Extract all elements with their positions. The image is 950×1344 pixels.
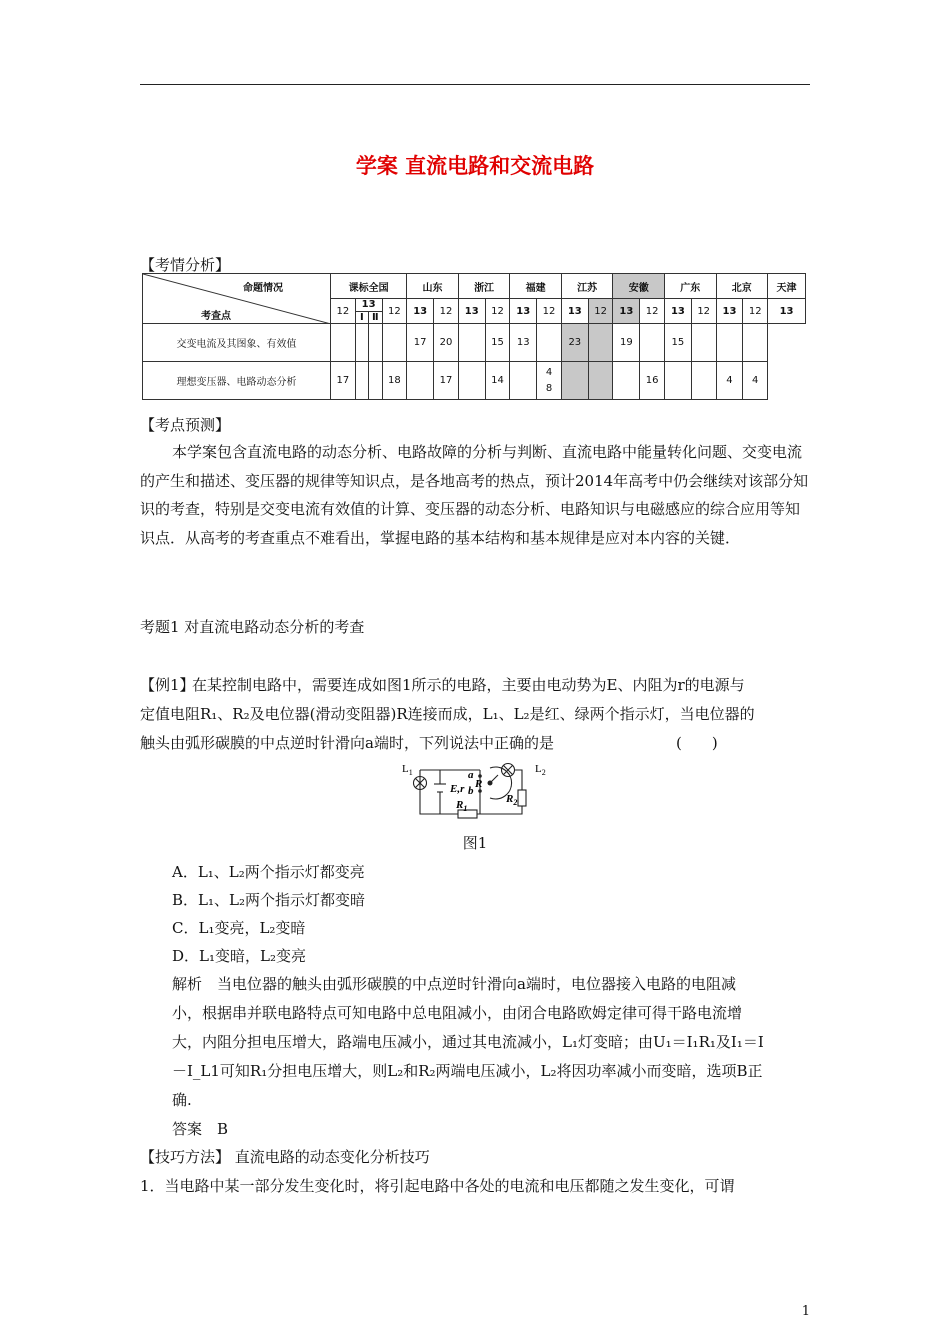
prediction-text: 本学案包含直流电路的动态分析、电路故障的分析与判断、直流电路中能量转化问题、交变电流的产生和描述、变压器的规律等知识点，是各地高考的热点，预计2014年高考中仍会继续对该部分知识的考查，特别是交变电流有效值的计算、变压器的动态分析、电路知识与电磁感应的综合应用等知识点．从高考的考查重点不难看出，掌握电路的基本结构和基本规律是应对本内容的关键．: [140, 443, 809, 547]
table-cell: [640, 324, 665, 362]
diagonal-line: [143, 274, 331, 324]
table-cell: 17: [331, 362, 356, 400]
label-R1: $R_1$: [456, 799, 468, 813]
answer-bracket: ( ): [676, 734, 718, 752]
region-header: 浙江: [458, 274, 510, 299]
region-header: 福建: [510, 274, 562, 299]
table-cell: [588, 362, 613, 400]
table-cell: 19: [613, 324, 640, 362]
option-c: C．L₁变亮，L₂变暗: [172, 919, 306, 937]
table-cell: [743, 324, 768, 362]
page-title: 学案 直流电路和交流电路: [355, 153, 595, 178]
technique-item1: 1．当电路中某一部分发生变化时，将引起电路中各处的电流和电压都随之发生变化，可谓: [140, 1177, 735, 1195]
year-cell: 12: [485, 299, 510, 324]
table-cell: [561, 362, 588, 400]
example-line1: 在某控制电路中，需要连成如图1所示的电路，主要由电动势为E、内阻为r的电源与: [192, 676, 745, 694]
region-header: 北京: [716, 274, 768, 299]
table-cell: 20: [434, 324, 459, 362]
year-13-label: 13: [356, 299, 382, 312]
table-cell: 18: [382, 362, 407, 400]
table-cell: [691, 324, 716, 362]
region-header: 天津: [768, 274, 806, 299]
year-cell: 12: [691, 299, 716, 324]
analysis-line: 解析 当电位器的触头由弧形碳膜的中点逆时针滑向a端时，电位器接入电路的电阻减: [172, 975, 736, 993]
circuit-figure: [398, 758, 558, 820]
analysis-heading: 【考情分析】: [140, 256, 231, 274]
year-cell: 13: [613, 299, 640, 324]
year-cell: 12: [382, 299, 407, 324]
js-cell-bottom: 8: [545, 382, 553, 394]
diagonal-header-cell: [143, 274, 331, 324]
year-cell: 13: [407, 299, 434, 324]
region-header: 课标全国: [331, 274, 407, 299]
table-cell: 14: [485, 362, 510, 400]
table-cell: [537, 324, 562, 362]
row-label: 交变电流及其图象、有效值: [143, 324, 331, 362]
table-cell: [382, 324, 407, 362]
topic1-heading: 考题1 对直流电路动态分析的考查: [140, 618, 365, 636]
table-cell: [691, 362, 716, 400]
year-cell: 12: [537, 299, 562, 324]
region-header: 安徽: [613, 274, 665, 299]
table-cell: [355, 324, 368, 362]
year-cell: 13: [561, 299, 588, 324]
table-cell: [664, 362, 691, 400]
region-header: 山东: [407, 274, 459, 299]
table-cell: 17: [434, 362, 459, 400]
table-cell: [510, 362, 537, 400]
table-cell: 4: [743, 362, 768, 400]
row-label: 理想变压器、电路动态分析: [143, 362, 331, 400]
table-cell: [407, 362, 434, 400]
roman-1: Ⅰ: [356, 312, 369, 323]
table-cell: 13: [510, 324, 537, 362]
table-cell: [613, 362, 640, 400]
year-cell: 13: [510, 299, 537, 324]
table-cell: [458, 362, 485, 400]
table-cell: [369, 362, 382, 400]
year-cell: 13: [458, 299, 485, 324]
example-label: 【例1】: [140, 676, 195, 694]
table-cell: [355, 362, 368, 400]
region-header: 广东: [664, 274, 716, 299]
label-b: b: [468, 785, 474, 797]
region-header: 江苏: [561, 274, 613, 299]
table-cell: [716, 324, 743, 362]
example-line2: 定值电阻R₁、R₂及电位器(滑动变阻器)R连接而成，L₁、L₂是红、绿两个指示灯，当电位器的: [140, 705, 755, 723]
year-cell: [355, 299, 382, 324]
table-cell: 23: [561, 324, 588, 362]
table-cell: [331, 324, 356, 362]
year-cell: 13: [664, 299, 691, 324]
prediction-heading: 【考点预测】: [140, 416, 231, 434]
answer-line: 答案 B: [172, 1120, 229, 1138]
table-cell: [458, 324, 485, 362]
table-cell: 15: [664, 324, 691, 362]
year-cell: 13: [716, 299, 743, 324]
year-cell: 12: [331, 299, 356, 324]
figure-caption: 图1: [462, 834, 488, 852]
roman-2: Ⅱ: [372, 312, 379, 323]
option-d: D．L₁变暗，L₂变亮: [172, 947, 306, 965]
analysis-line: 确.: [172, 1091, 192, 1109]
table-cell: 17: [407, 324, 434, 362]
js-cell-top: 4: [545, 366, 553, 378]
exam-table: [142, 273, 806, 400]
diag-top-label: 命题情况: [243, 283, 283, 294]
label-L2: $L_2$: [535, 763, 546, 777]
year-cell: 12: [588, 299, 613, 324]
diag-bottom-label: 考查点: [201, 311, 231, 322]
option-a: A．L₁、L₂两个指示灯都变亮: [172, 863, 365, 881]
table-cell: 4: [716, 362, 743, 400]
year-cell: 13: [768, 299, 806, 324]
label-L1: $L_1$: [402, 763, 413, 777]
label-a: a: [468, 769, 474, 781]
technique-heading: 【技巧方法】 直流电路的动态变化分析技巧: [140, 1148, 430, 1166]
analysis-line: －I_L1可知R₁分担电压增大，则L₂和R₂两端电压减小，L₂将因功率减小而变暗，选项B正: [172, 1062, 763, 1080]
year-cell: 12: [640, 299, 665, 324]
analysis-line: 大，内阻分担电压增大，路端电压减小，通过其电流减小，L₁灯变暗；由U₁＝I₁R₁及I₁＝I: [172, 1033, 764, 1051]
label-Er: E,r: [450, 783, 465, 795]
label-R2: $R_2$: [506, 793, 518, 807]
page-number: 1: [801, 1304, 810, 1319]
example-line3: 触头由弧形碳膜的中点逆时针滑向a端时，下列说法中正确的是: [140, 734, 554, 752]
option-b: B．L₁、L₂两个指示灯都变暗: [172, 891, 365, 909]
table-cell: 15: [485, 324, 510, 362]
table-cell: 16: [640, 362, 665, 400]
analysis-line: 小，根据串并联电路特点可知电路中总电阻减小，由闭合电路欧姆定律可得干路电流增: [172, 1004, 743, 1022]
year-cell: 12: [743, 299, 768, 324]
year-cell: 12: [434, 299, 459, 324]
table-cell: [537, 362, 562, 400]
table-cell: [588, 324, 613, 362]
top-rule: [140, 84, 810, 85]
label-R: R: [475, 778, 483, 790]
table-cell: [369, 324, 382, 362]
